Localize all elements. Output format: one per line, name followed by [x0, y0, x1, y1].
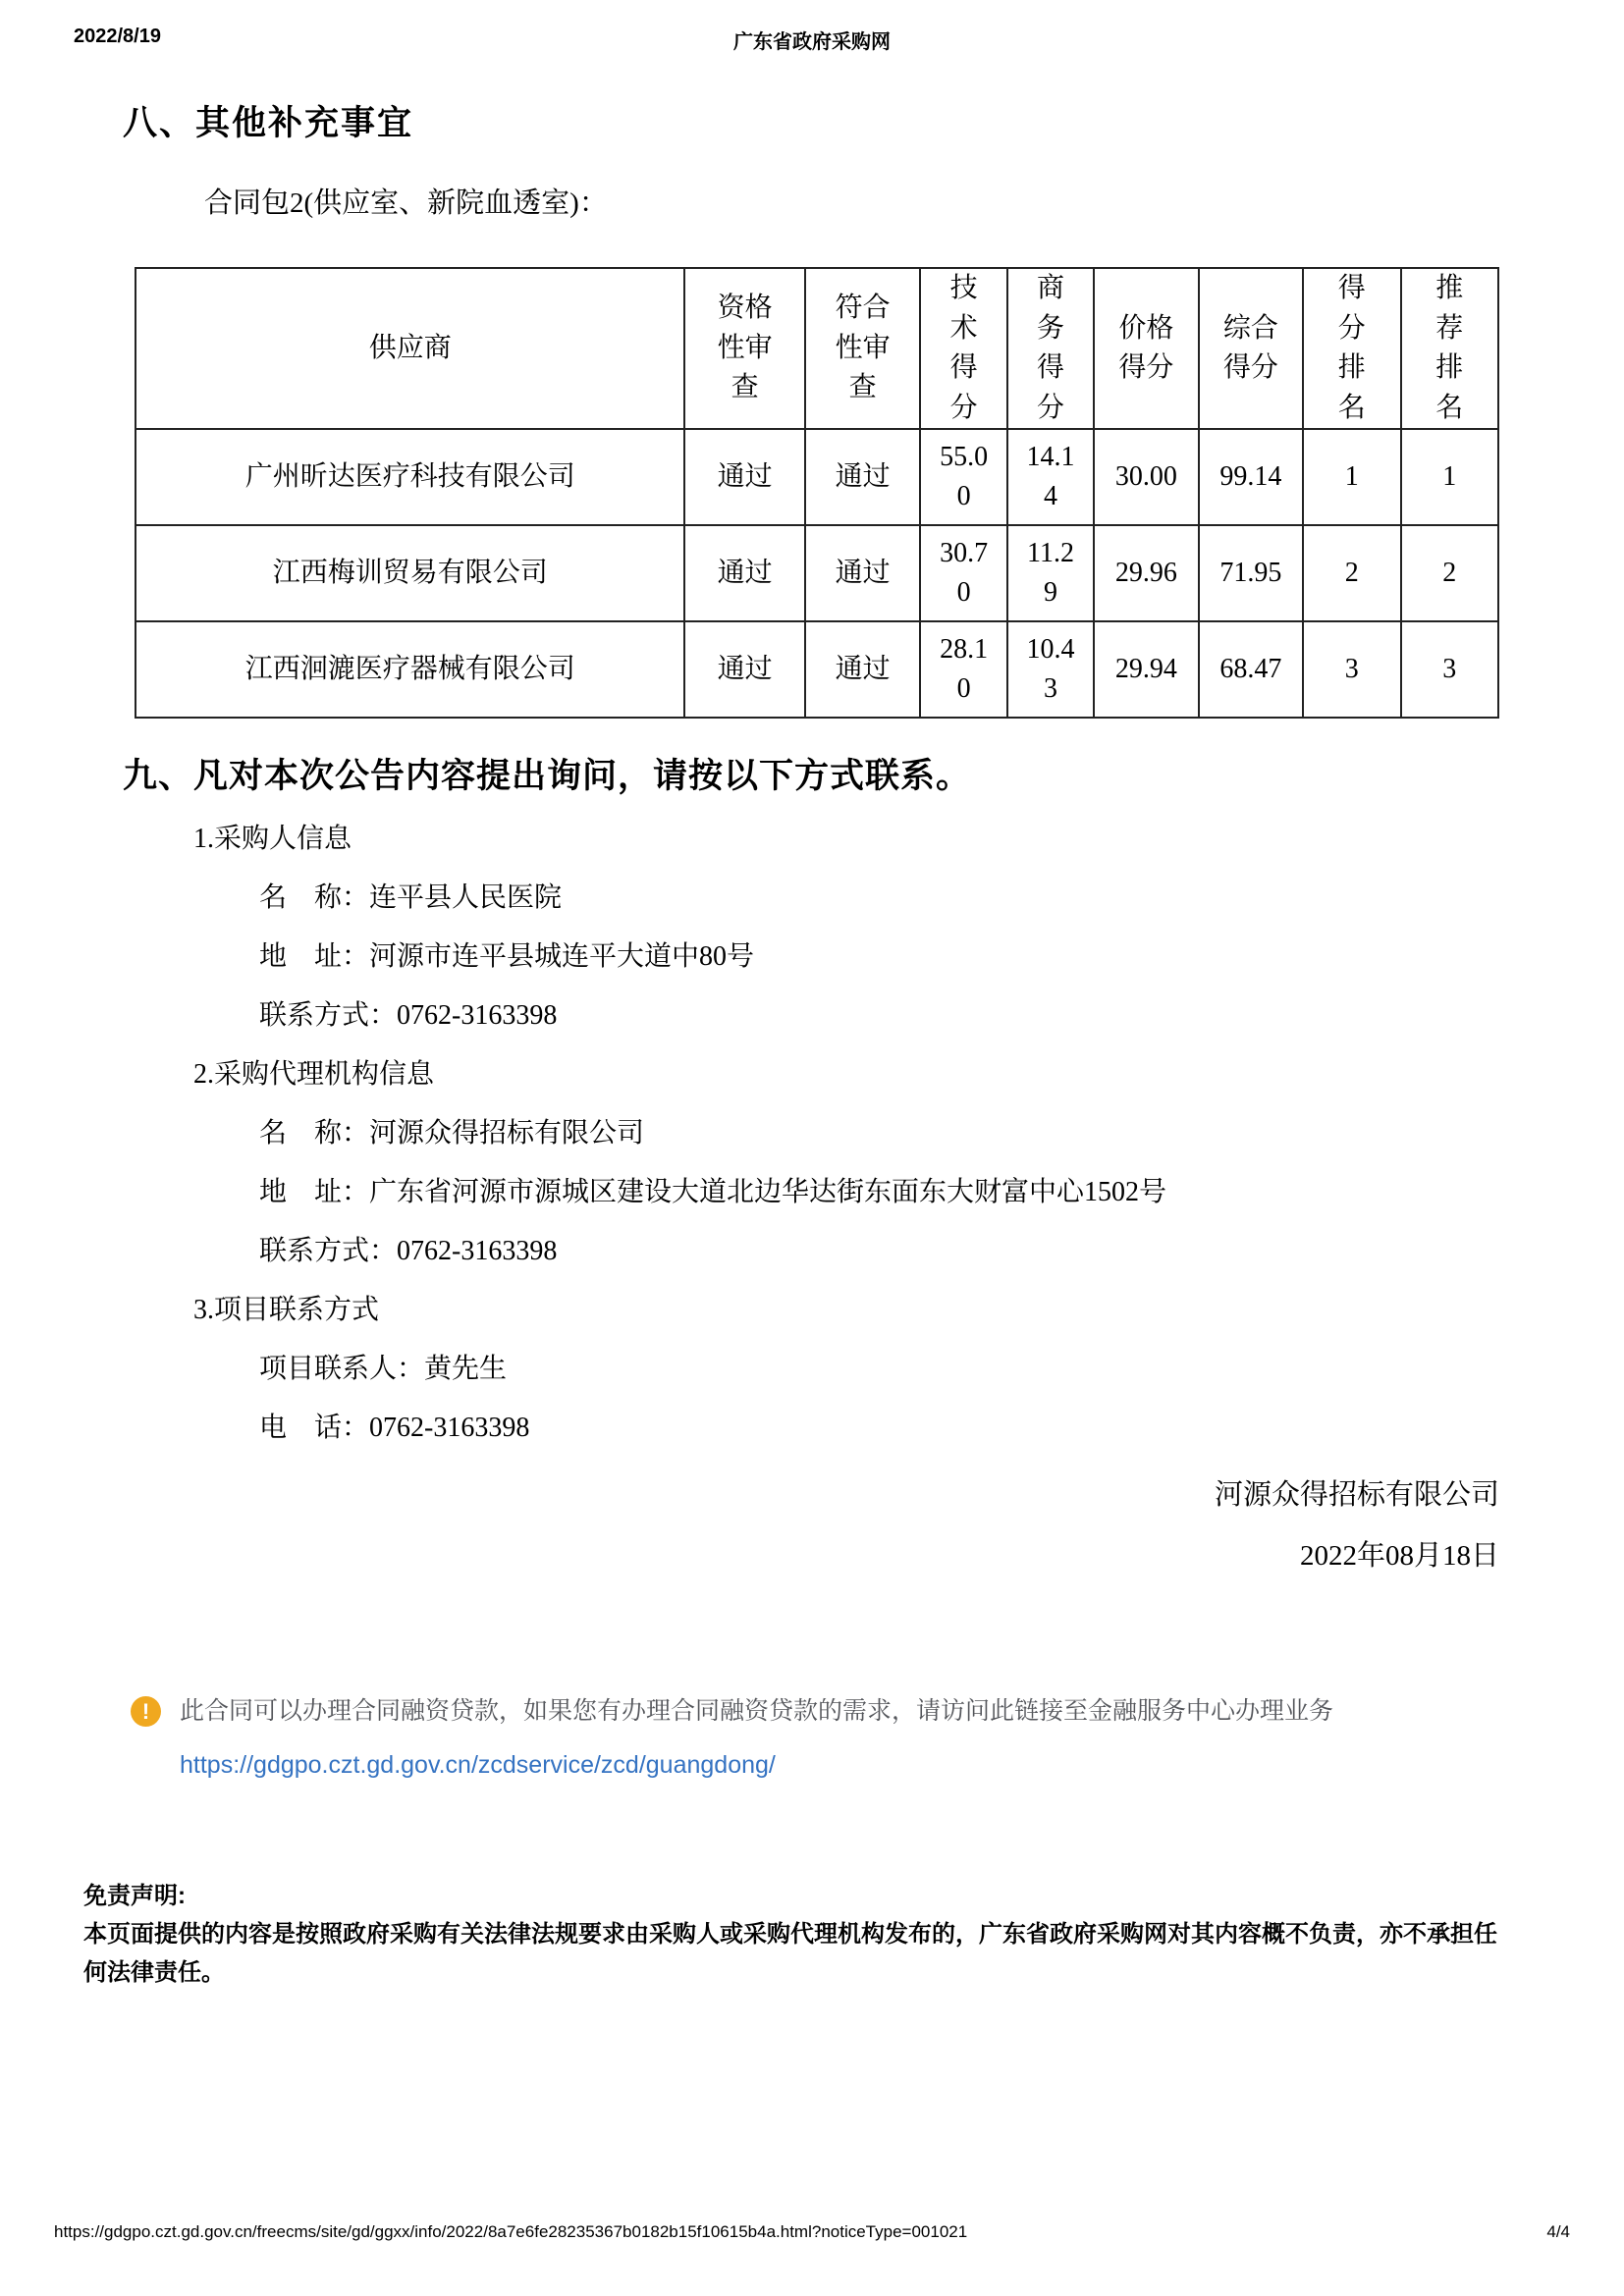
- score-cell: 55.00: [920, 429, 1006, 525]
- finance-notice: [131, 1694, 1515, 1780]
- score-cell: 30.70: [920, 525, 1006, 621]
- score-cell: 29.96: [1094, 525, 1198, 621]
- column-header-6: 综合得分: [1199, 268, 1303, 429]
- score-cell: 29.94: [1094, 621, 1198, 718]
- score-cell: 通过: [684, 429, 805, 525]
- score-cell: 通过: [684, 525, 805, 621]
- table-row: [135, 525, 1498, 621]
- disclaimer-body: 本页面提供的内容是按照政府采购有关法律法规要求由采购人或采购代理机构发布的，广东省政府采购网对其内容概不负责，亦不承担任何法律责任。: [83, 1921, 1497, 1986]
- print-header: [0, 26, 1624, 55]
- column-header-1: 资格性审查: [684, 268, 805, 429]
- evaluation-table: [135, 267, 1499, 719]
- score-cell: 2: [1401, 525, 1499, 621]
- score-cell: 通过: [805, 525, 921, 621]
- score-cell: 10.43: [1007, 621, 1094, 718]
- contact-detail-line: 地 址：河源市连平县城连平大道中80号: [259, 941, 755, 972]
- score-cell: 14.14: [1007, 429, 1094, 525]
- disclaimer: [83, 1877, 1505, 1992]
- score-cell: 11.29: [1007, 525, 1094, 621]
- contact-list: [0, 810, 1532, 1458]
- finance-notice-text: 此合同可以办理合同融资贷款，如果您有办理合同融资贷款的需求，请访问此链接至金融服务中心办理业务: [180, 1697, 1334, 1725]
- contact-item-label-1: 1.采购人信息: [193, 824, 352, 854]
- supplier-name-cell: 广州昕达医疗科技有限公司: [135, 429, 684, 525]
- signature-block: [1215, 1465, 1499, 1586]
- score-cell: 3: [1401, 621, 1499, 718]
- score-cell: 通过: [805, 621, 921, 718]
- contact-detail-line: 地 址：广东省河源市源城区建设大道北边华达街东面东大财富中心1502号: [259, 1177, 1167, 1207]
- score-cell: 1: [1303, 429, 1400, 525]
- supplier-name-cell: 江西洄漉医疗器械有限公司: [135, 621, 684, 718]
- score-cell: 30.00: [1094, 429, 1198, 525]
- contact-item-label-2: 2.采购代理机构信息: [193, 1059, 435, 1090]
- contact-detail-line: 联系方式：0762-3163398: [259, 1236, 558, 1266]
- contact-detail-line: 联系方式：0762-3163398: [259, 1000, 558, 1031]
- column-header-3: 技术得分: [920, 268, 1006, 429]
- exclamation-circle-icon: !: [131, 1696, 161, 1727]
- contact-detail-line: 项目联系人：黄先生: [259, 1354, 508, 1384]
- column-header-4: 商务得分: [1007, 268, 1094, 429]
- print-date: 2022/8/19: [74, 26, 161, 47]
- column-header-7: 得分排名: [1303, 268, 1400, 429]
- score-cell: 2: [1303, 525, 1400, 621]
- footer-url: https://gdgpo.czt.gd.gov.cn/freecms/site/gd/ggxx/info/2022/8a7e6fe28235367b0182b15f10615b4a.html?noticeType=001021: [54, 2222, 968, 2241]
- column-header-5: 价格得分: [1094, 268, 1198, 429]
- signature-company: 河源众得招标有限公司: [1214, 1479, 1499, 1511]
- column-header-2: 符合性审查: [805, 268, 921, 429]
- table-row: [135, 429, 1498, 525]
- contact-detail-line: 电 话：0762-3163398: [259, 1413, 530, 1443]
- footer-page-number: 4/4: [1546, 2222, 1570, 2241]
- section8-title: 八、其他补充事宜: [123, 104, 414, 142]
- package-label: 合同包2(供应室、新院血透室)：: [204, 187, 608, 219]
- score-cell: 通过: [805, 429, 921, 525]
- score-cell: 71.95: [1199, 525, 1303, 621]
- table-header-row: [135, 268, 1498, 429]
- disclaimer-title: 免责声明:: [83, 1883, 186, 1909]
- score-cell: 3: [1303, 621, 1400, 718]
- signature-date: 2022年08月18日: [1299, 1540, 1499, 1572]
- contact-detail-line: 名 称：连平县人民医院: [259, 882, 563, 913]
- section9-title: 九、凡对本次公告内容提出询问，请按以下方式联系。: [123, 757, 972, 795]
- contact-item-label-3: 3.项目联系方式: [193, 1295, 380, 1325]
- finance-service-link[interactable]: https://gdgpo.czt.gd.gov.cn/zcdservice/zcd/guangdong/: [180, 1751, 776, 1779]
- supplier-name-cell: 江西梅训贸易有限公司: [135, 525, 684, 621]
- score-cell: 通过: [684, 621, 805, 718]
- score-cell: 68.47: [1199, 621, 1303, 718]
- contact-detail-line: 名 称：河源众得招标有限公司: [259, 1118, 645, 1148]
- print-footer: [0, 2222, 1624, 2248]
- column-header-8: 推荐排名: [1401, 268, 1499, 429]
- table-row: [135, 621, 1498, 718]
- score-cell: 99.14: [1199, 429, 1303, 525]
- score-cell: 28.10: [920, 621, 1006, 718]
- column-header-0: 供应商: [135, 268, 684, 429]
- site-title: 广东省政府采购网: [733, 31, 891, 53]
- score-cell: 1: [1401, 429, 1499, 525]
